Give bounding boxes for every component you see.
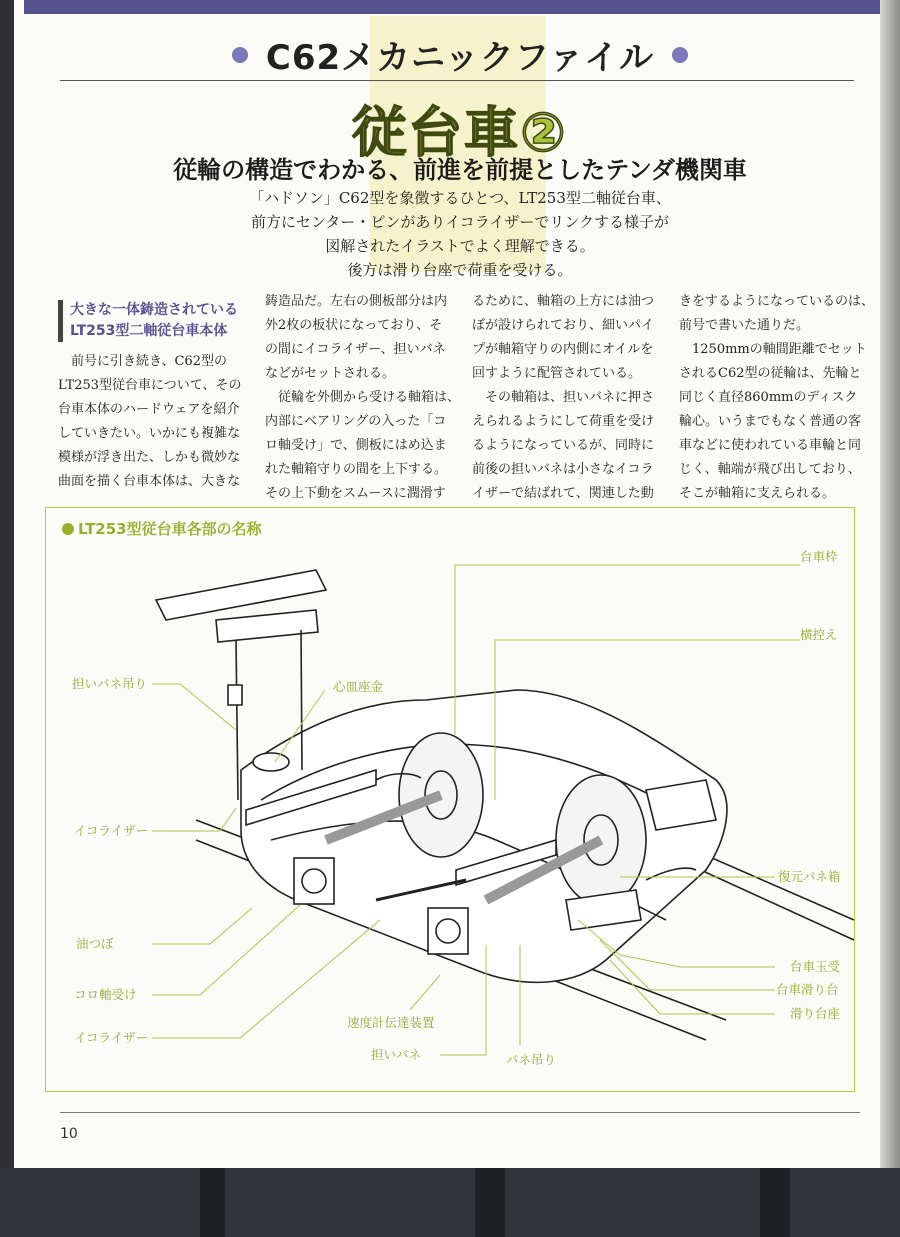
label-equalizer-lower: イコライザー xyxy=(74,1030,149,1045)
body-line: プが軸箱守りの内側にオイルを xyxy=(472,342,654,357)
body-line: 1250mmの軸間距離でセット xyxy=(679,342,867,357)
article-subtitle: 従輪の構造でわかる、前進を前提としたテンダ機関車 xyxy=(173,156,747,184)
label-daisha-tamauke: 台車玉受 xyxy=(790,959,841,974)
body-line: などがセットされる。 xyxy=(265,366,396,381)
body-line: その上下動をスムースに潤滑す xyxy=(265,486,446,501)
body-line: 従輪を外側から受ける軸箱は、 xyxy=(265,390,461,405)
body-line: 前号に引き続き、C62型の xyxy=(58,354,227,369)
figure-title-text: LT253型従台車各部の名称 xyxy=(78,520,262,538)
body-line: イザーで結ばれて、関連した動 xyxy=(472,486,654,501)
body-line: の間にイコライザー、担いバネ xyxy=(265,342,446,357)
label-abura-tsubo: 油つぼ xyxy=(76,936,114,951)
body-line: 模様が浮き出た、しかも微妙な xyxy=(58,450,241,465)
body-line: ぼが設けられており、細いパイ xyxy=(472,318,655,333)
body-line: るために、軸箱の上方には油つ xyxy=(472,294,655,309)
lead-line: 「ハドソン」C62型を象徴するひとつ、LT253型二軸従台車、 xyxy=(249,189,671,207)
label-equalizer-upper: イコライザー xyxy=(74,823,149,838)
lead-line: 前方にセンター・ピンがありイコライザーでリンクする様子が xyxy=(250,213,670,231)
body-line: れた軸箱守りの間を上下する。 xyxy=(265,462,448,477)
body-line: そこが軸箱に支えられる。 xyxy=(679,486,836,501)
body-line: されるC62型の従輪は、先輪と xyxy=(679,366,862,381)
body-line: 回すように配管されている。 xyxy=(472,366,642,381)
label-daisha-waku: 台車枠 xyxy=(800,549,838,564)
label-daisha-suberidai: 台車滑り台 xyxy=(776,982,839,997)
label-shinzara-zagane: 心皿座金 xyxy=(333,679,384,694)
series-title: C62メカニックファイル xyxy=(265,38,655,78)
section-heading-line: LT253型二軸従台車本体 xyxy=(70,323,228,339)
body-line: 車などに使われている車輪と同 xyxy=(679,438,862,453)
body-line: ロ軸受け」で、側板にはめ込ま xyxy=(265,438,447,453)
label-yoko-hikae: 横控え xyxy=(800,627,838,642)
label-korojikuuke: コロ軸受け xyxy=(74,987,137,1002)
body-line: 前後の担いバネは小さなイコラ xyxy=(472,462,654,477)
body-line: じく、軸端が飛び出しており、 xyxy=(679,462,861,477)
body-line: るようになっているが、同時に xyxy=(472,438,655,453)
section-heading-line: 大きな一体鋳造されている xyxy=(70,302,238,318)
body-line: その軸箱は、担いバネに押さ xyxy=(472,390,655,405)
body-line: 鋳造品だ。左右の側板部分は内 xyxy=(265,294,448,309)
body-line: していきたい。いかにも複雑な xyxy=(58,426,241,441)
label-bane-tsuri: バネ吊り xyxy=(506,1052,557,1067)
lead-line: 図解されたイラストでよく理解できる。 xyxy=(325,237,595,255)
label-fukugen-bane-bako: 復元バネ箱 xyxy=(778,869,841,884)
label-suberi-daiza: 滑り台座 xyxy=(790,1006,841,1021)
label-katsugi-bane: 担いバネ xyxy=(371,1047,422,1062)
body-line: 前号で書いた通りだ。 xyxy=(679,318,810,333)
page-number: 10 xyxy=(60,1126,78,1142)
body-line: 内部にベアリングの入った「コ xyxy=(265,414,447,429)
body-line: えられるようにして荷重を受け xyxy=(472,414,655,429)
body-line: 輪心。いうまでもなく普通の客 xyxy=(679,414,862,429)
body-line: 同じく直径860mmのディスク xyxy=(679,390,858,405)
article-title: 従台車② xyxy=(352,101,568,164)
lead-line: 後方は滑り台座で荷重を受ける。 xyxy=(347,261,573,279)
body-line: 外2枚の板状になっており、そ xyxy=(265,318,443,333)
body-line: きをするようになっているのは、 xyxy=(679,294,875,309)
footer-rule xyxy=(60,1112,860,1113)
body-line: 曲面を描く台車本体は、大きな xyxy=(58,474,241,489)
label-katsugi-bane-tsuri: 担いバネ吊り xyxy=(72,676,148,691)
body-line: LT253型従台車について、その xyxy=(58,378,242,393)
body-line: 台車本体のハードウェアを紹介 xyxy=(58,402,240,417)
label-sokudokei: 速度計伝達装置 xyxy=(347,1015,435,1030)
